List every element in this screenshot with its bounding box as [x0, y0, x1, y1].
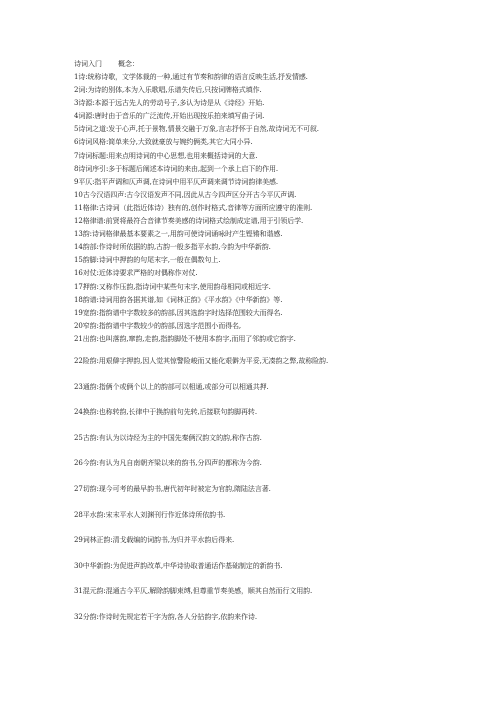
definition-line: 15韵脚:诗词中押韵的句尾末字,一般在偶数句上.: [74, 256, 221, 265]
definition-line: 10古今汉语四声:古今汉语发声不同,因此从古今四声区分开古今平仄声调.: [74, 190, 297, 199]
definition-line: 23通韵:指俩个或俩个以上的韵部可以相通,或部分可以相通共押.: [74, 382, 269, 391]
definition-line: 32分韵:作诗时先规定若干字为韵,各人分拈韵字,依韵来作诗.: [74, 612, 257, 621]
document-body: [74, 58, 434, 623]
definition-line: 13韵:诗词格律最基本要素之一,用韵可使诗词诵咏时产生铿锵和谐感.: [74, 230, 283, 239]
definition-line: 12格律谱:前贤将最符合音律节奏美感的诗词格式绘制成定谱,用于引领后学.: [74, 217, 304, 226]
document-title: 诗词入门: [74, 60, 102, 68]
definition-line: 2词:为诗的别体,本为入乐歌唱,乐谱失传后,只按词牌格式填作.: [74, 86, 262, 95]
definition-line: 3诗源:本源于远古先人的劳动号子,多认为诗是从《诗经》开始.: [74, 99, 265, 108]
definition-line: 30中华新韵:为促进声韵改革,中华诗协取普通话作基础制定的新韵书.: [74, 561, 283, 570]
definition-line: 14韵部:作诗时所依据的韵,古韵一般多指平水韵,今韵为中华新韵.: [74, 243, 271, 252]
spaced-definition-list: [74, 355, 434, 623]
definition-line: 11格律:古诗词（此指近体诗）独有的,创作时格式,音律等方面所应遵守的准则.: [74, 203, 313, 212]
definition-line: 25古韵:有认为以诗经为主的中国先秦俩汉韵文的韵,称作古韵.: [74, 433, 262, 442]
definition-line: 26今韵:有认为凡自南朝齐梁以来的韵书,分四声的都称为今韵.: [74, 459, 262, 468]
definition-line: 1诗:统称诗歌，文学体裁的一种,通过有节奏和韵律的语言反映生活,抒发情感.: [74, 73, 308, 81]
definition-line: 27切韵:现今可考的最早韵书,唐代初年时被定为官韵,隋陆法言著.: [74, 484, 271, 493]
document-heading: [74, 58, 434, 71]
definition-line: 28平水韵:宋末平水人刘渊刊行作近体诗所依韵书.: [74, 510, 226, 519]
definition-line: 20窄韵:指韵谱中字数较少的韵部,因选字范围小而得名,: [74, 321, 242, 330]
definition-line: 5诗词之道:发于心声,托于景物,情景交融于万象,言志抒怀于自然,故诗词无不可叙.: [74, 125, 319, 134]
definition-line: 4词源:唐时由于音乐的广泛流传,开始出现按乐拍来填写曲子词.: [74, 112, 265, 121]
definition-line: 21出韵:也叫落韵,窜韵,走韵,指韵脚处不使用本韵字,而用了邻韵或它韵字.: [74, 334, 296, 343]
definition-line: 9平仄:指平声调和仄声调,在诗词中用平仄声调来调节诗词韵律美感.: [74, 177, 279, 186]
document-subtitle: 概念：: [118, 60, 139, 68]
definition-line: 8诗词序引:多于标题后阐述本诗词的来由,起到一个承上启下的作用.: [74, 164, 279, 173]
dense-definition-list: [74, 71, 434, 346]
definition-line: 22险韵:用艰僻字押韵,因人觉其惊警险峻而又能化艰僻为平妥,无凑韵之弊,故称险韵.: [74, 356, 329, 365]
definition-line: 17押韵:又称作压韵,指诗词中某些句末字,使用韵母相同或相近字.: [74, 282, 271, 291]
definition-line: 6诗词风格:简单来分,大致就豪放与婉约俩类,其它大同小异.: [74, 138, 253, 147]
definition-line: 24换韵:也称转韵,长律中于换韵前句先转,后接联句韵脚再转.: [74, 408, 257, 417]
definition-line: 16对仗:近体诗要求严格的对偶称作对仗.: [74, 269, 198, 278]
definition-line: 19宽韵:指韵谱中字数较多的韵部,因其选韵字时选择范围较大而得名.: [74, 308, 283, 317]
definition-line: 29词林正韵:清戈载编的词韵书,为归并平水韵后得来.: [74, 536, 235, 545]
definition-line: 7诗词标题:用来点明诗词的中心思想,也用来概括诗词的大意.: [74, 151, 258, 160]
definition-line: 18韵谱:诗词用韵各据其谱,如《词林正韵》《平水韵》《中华新韵》等.: [74, 295, 283, 304]
definition-line: 31混元韵:混通古今平仄,解除韵脚束缚,但尊重节奏美感，顺其自然而行文用韵.: [74, 587, 313, 596]
